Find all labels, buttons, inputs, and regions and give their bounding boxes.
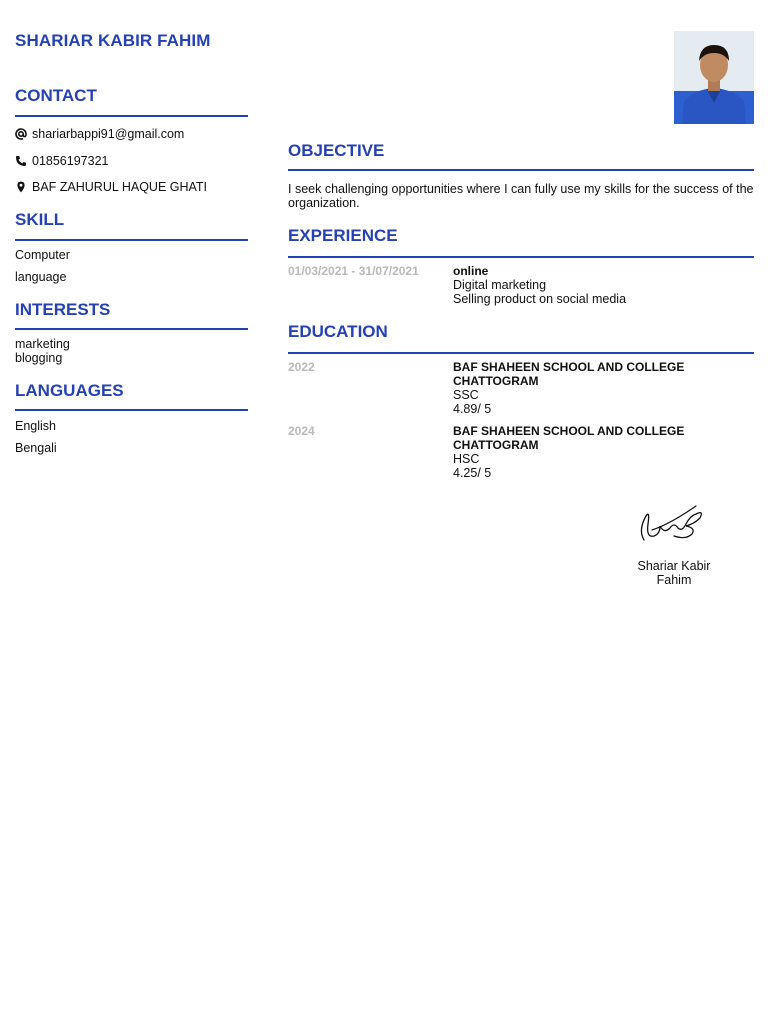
phone-text: 01856197321 xyxy=(32,154,109,168)
experience-divider xyxy=(288,256,754,258)
phone-row xyxy=(15,154,108,168)
signature-image xyxy=(630,494,714,554)
address-text: BAF ZAHURUL HAQUE GHATI xyxy=(32,180,208,194)
education-divider xyxy=(288,352,754,354)
experience-heading: EXPERIENCE xyxy=(288,226,398,245)
languages-heading: LANGUAGES xyxy=(15,381,124,400)
at-icon xyxy=(15,128,27,140)
objective-heading: OBJECTIVE xyxy=(288,141,385,160)
phone-icon xyxy=(15,155,27,167)
language-item: English xyxy=(15,419,56,433)
contact-heading: CONTACT xyxy=(15,86,97,105)
profile-photo xyxy=(674,31,754,124)
education-degree: HSC xyxy=(453,452,480,466)
experience-date: 01/03/2021 - 31/07/2021 xyxy=(288,264,419,278)
experience-line: Digital marketing xyxy=(453,278,547,292)
education-school: BAF SHAHEEN SCHOOL AND COLLEGE CHATTOGRAM xyxy=(453,360,685,388)
skill-heading: SKILL xyxy=(15,210,65,229)
email-text: shariarbappi91@gmail.com xyxy=(32,127,185,141)
languages-divider xyxy=(15,409,248,411)
contact-divider xyxy=(15,115,248,117)
skill-item: Computer xyxy=(15,248,70,262)
education-entry xyxy=(453,360,693,416)
education-heading: EDUCATION xyxy=(288,322,388,341)
location-pin-icon xyxy=(15,181,27,193)
education-school: BAF SHAHEEN SCHOOL AND COLLEGE CHATTOGRAM xyxy=(453,424,685,452)
interests-heading: INTERESTS xyxy=(15,300,111,319)
signature-name: Shariar Kabir Fahim xyxy=(637,559,711,587)
language-item: Bengali xyxy=(15,441,57,455)
education-grade: 4.89/ 5 xyxy=(453,402,492,416)
interest-item: blogging xyxy=(15,351,63,365)
skill-item: language xyxy=(15,270,67,284)
experience-line: Selling product on social media xyxy=(453,292,627,306)
experience-entry xyxy=(453,264,753,306)
objective-divider xyxy=(288,169,754,171)
skill-divider xyxy=(15,239,248,241)
interest-item: marketing xyxy=(15,337,70,351)
email-row xyxy=(15,127,184,141)
objective-text: I seek challenging opportunities where I can fully use my skills for the success of the organization. xyxy=(288,182,754,210)
education-year: 2022 xyxy=(288,360,315,374)
education-degree: SSC xyxy=(453,388,479,402)
address-row xyxy=(15,180,207,194)
interests-divider xyxy=(15,328,248,330)
education-year: 2024 xyxy=(288,424,315,438)
resume-name: SHARIAR KABIR FAHIM xyxy=(15,31,211,50)
education-grade: 4.25/ 5 xyxy=(453,466,492,480)
education-entry xyxy=(453,424,693,480)
experience-title: online xyxy=(453,264,489,278)
